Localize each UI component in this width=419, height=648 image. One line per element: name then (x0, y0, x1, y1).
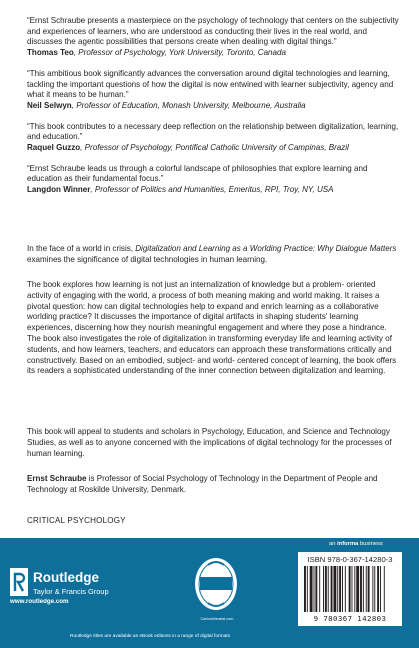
barcode-bar (363, 566, 364, 612)
barcode-bar (310, 566, 313, 612)
intro-text: In the face of a world in crisis, (27, 244, 136, 253)
barcode-bar (319, 566, 320, 612)
barcode-bar (304, 566, 306, 612)
endorsement-attribution (27, 101, 399, 112)
barcode-bar (331, 566, 333, 612)
barcode-bar (345, 566, 346, 612)
endorsement-attribution (27, 185, 399, 196)
publisher-url: www.routledge.com (10, 598, 69, 605)
endorser-affiliation: , Professor of Psychology, York University, Toronto, Canada (73, 48, 286, 58)
publisher-logo (10, 568, 150, 606)
barcode-bar (374, 566, 375, 612)
barcode-bar (333, 566, 336, 612)
endorser-affiliation: , Professor of Education, Monash University, Melbourne, Australia (71, 100, 306, 110)
description-body: The book explores how learning is not just an internalization of knowledge but a problem- oriented activity of engaging with the world, a process of both meaning making and world making. It raises a pivotal question: how can digital technologies help to expand and enrich learning as a collaborative worlding practice? It discusses the importance of digital artifacts in shaping students' learning experiences, discerning how they nourish meaningful engagement and where they pose a hindrance. The book also investigates the role of digitalization in transforming everyday life and learning activity of students, and how learners, teachers, and educators can approach these transformations critically and constructively. Based on an embodied, subject- and world- centered concept of learning, the book offers its readers a sophisticated understanding of the inner connection between digitalization and learning. (27, 280, 397, 376)
author-bio-text: is Professor of Social Psychology of Technology in the Department of People and Technology at Roskilde University, Denmark. (27, 474, 378, 494)
barcode-bar (328, 566, 329, 612)
barcode-bar (352, 566, 353, 612)
informa-brand: informa (337, 541, 359, 547)
author-name: Ernst Schraube (27, 474, 87, 483)
endorsement-teo (27, 16, 399, 59)
ebook-note: Routledge titles are available as eBook editions in a range of digital formats (70, 634, 230, 639)
informa-tagline (329, 541, 383, 547)
routledge-logo-icon (10, 568, 28, 596)
barcode-bar (380, 566, 381, 612)
barcode-bar (337, 566, 338, 612)
barcode-bar (372, 566, 373, 612)
isbn-barcode (298, 552, 402, 626)
barcode-bar (349, 566, 351, 612)
endorser-name: Langdon Winner (27, 185, 91, 195)
endorsement-selwyn (27, 69, 399, 112)
endorsement-attribution (27, 143, 399, 154)
endorsement-quote: “Ernst Schraube presents a masterpiece on the psychology of technology that centers on the subjectivity and experiences of learners, who are understood as conducting their lives in the real world, and discusses the agentic possibilities that persons create when dealing with digital things.” (27, 16, 399, 47)
intro-text-end: examines the significance of digital technologies in human learning. (27, 254, 268, 264)
publisher-name: Routledge (33, 570, 99, 585)
series-name: CRITICAL PSYCHOLOGY (27, 516, 126, 525)
barcode-bar (356, 566, 359, 612)
book-title: Digitalization and Learning as a Worlding Practice: Why Dialogue Matters (135, 244, 397, 253)
description-intro (27, 244, 399, 266)
barcode-bar (342, 566, 343, 612)
carbon-neutral-url: CarbonNeutral.com (200, 617, 234, 621)
informa-post: business (358, 541, 383, 547)
endorsements (27, 16, 399, 206)
isbn-number: ISBN 978-0-367-14280-3 (307, 555, 393, 564)
cover-footer (0, 538, 419, 648)
barcode-bar (360, 566, 362, 612)
endorsement-quote: “This ambitious book significantly advances the conversation around digital technologies and learning, tackling the important questions of how the digital is now entwined with learner subjectivity, agency and what it means to be human.” (27, 68, 394, 100)
endorser-affiliation: , Professor of Politics and Humanities, Emeritus, RPI, Troy, NY, USA (90, 185, 334, 195)
barcode-digits: 9 780367 142803 (313, 614, 387, 623)
barcode-bar (368, 566, 370, 612)
barcode-bar (377, 566, 379, 612)
carbon-neutral-badge-icon (194, 557, 238, 613)
description-audience: This book will appeal to students and scholars in Psychology, Education, and Science and Technology Studies, as well as to anyone concerned with the implications of digital technology for the processes of human learning. (27, 427, 392, 458)
endorsement-winner (27, 164, 399, 196)
barcode-bar (323, 566, 324, 612)
barcode-bar (366, 566, 367, 612)
barcode-bar (339, 566, 341, 612)
endorsement-attribution (27, 48, 399, 59)
barcode-bar (354, 566, 355, 612)
barcode-icon (302, 566, 398, 612)
endorser-name: Raquel Guzzo (27, 143, 81, 153)
barcode-bar (314, 566, 315, 612)
endorser-affiliation: , Professor of Psychology, Pontifical Catholic University of Campinas, Brazil (80, 143, 349, 153)
informa-pre: an (329, 541, 338, 547)
author-bio (27, 474, 399, 496)
endorser-name: Thomas Teo (27, 48, 74, 58)
publisher-group: Taylor & Francis Group (33, 587, 109, 596)
barcode-bar (325, 566, 327, 612)
endorser-name: Neil Selwyn (27, 100, 72, 110)
endorsement-guzzo (27, 122, 399, 154)
barcode-bar (315, 566, 317, 612)
endorsement-quote: “Ernst Schraube leads us through a colorful landscape of philosophies that explore learning and education as their fundamental focus.” (27, 163, 368, 184)
barcode-bar (384, 566, 385, 612)
endorsement-quote: “This book contributes to a necessary deep reflection on the relationship between digitalization, learning, and education.” (27, 121, 399, 142)
barcode-bar (307, 566, 308, 612)
